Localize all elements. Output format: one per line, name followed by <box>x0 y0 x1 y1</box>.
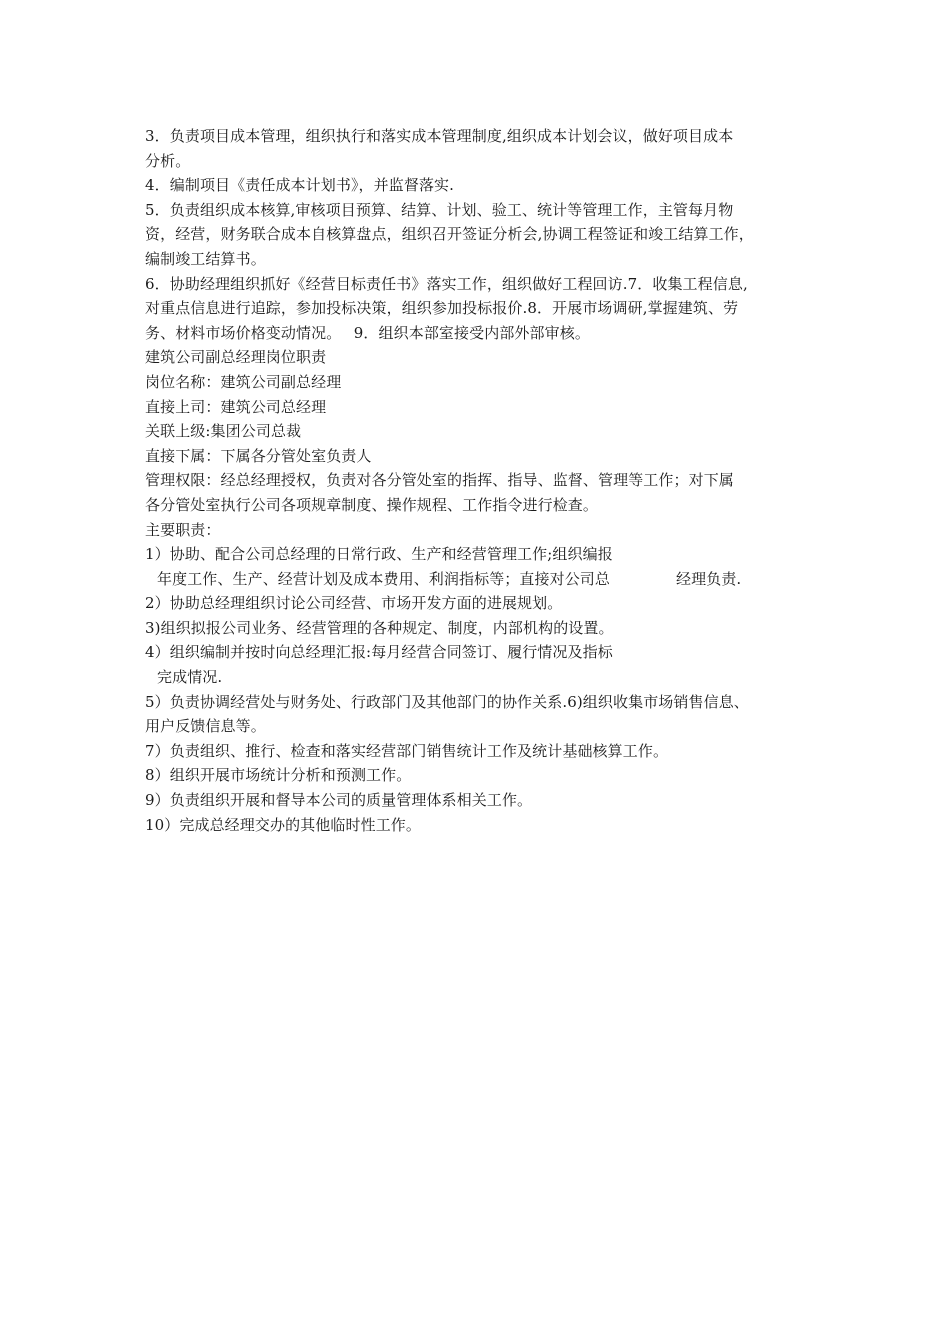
text-line: 3．负责项目成本管理，组织执行和落实成本管理制度,组织成本计划会议，做好项目成本 <box>145 127 734 145</box>
main-duties-heading: 主要职责： <box>145 520 221 539</box>
text-line: 6．协助经理组织抓好《经营目标责任书》落实工作，组织做好工程回访.7．收集工程信息, <box>145 274 748 293</box>
duty-item: 4）组织编制并按时向总经理汇报:每月经营合同签订、履行情况及指标 <box>145 643 613 662</box>
text-line: 务、材料市场价格变动情况。 9．组织本部室接受内部外部审核。 <box>145 323 590 342</box>
duty-item: 9）负责组织开展和督导本公司的质量管理体系相关工作。 <box>145 791 533 810</box>
duty-item: 3)组织拟报公司业务、经营管理的各种规定、制度，内部机构的设置。 <box>145 618 614 637</box>
direct-supervisor-field: 直接上司：建筑公司总经理 <box>145 397 327 416</box>
associated-superior-field: 关联上级:集团公司总裁 <box>145 422 302 441</box>
duty-continuation-text: 经理负责. <box>676 569 742 588</box>
duty-item: 7）负责组织、推行、检查和落实经营部门销售统计工作及统计基础核算工作。 <box>145 741 669 760</box>
duty-continuation-text: 年度工作、生产、经营计划及成本费用、利润指标等；直接对公司总 <box>157 569 611 588</box>
text-line: 各分管处室执行公司各项规章制度、操作规程、工作指令进行检查。 <box>145 495 599 514</box>
duty-continuation <box>145 567 835 592</box>
duty-item: 2）协助总经理组织讨论公司经营、市场开发方面的进展规划。 <box>145 594 563 613</box>
document-body <box>145 124 835 837</box>
duty-item: 5）负责协调经营处与财务处、行政部门及其他部门的协作关系.6)组织收集市场销售信息、 <box>145 692 749 711</box>
text-line: 4．编制项目《责任成本计划书》，并监督落实. <box>145 176 455 195</box>
duty-item: 8）组织开展市场统计分析和预测工作。 <box>145 766 412 785</box>
job-title-field: 岗位名称：建筑公司副总经理 <box>145 372 342 391</box>
duty-item: 1）协助、配合公司总经理的日常行政、生产和经营管理工作;组织编报 <box>145 545 613 564</box>
duty-continuation: 完成情况. <box>157 668 223 687</box>
text-line: 分析。 <box>145 151 191 170</box>
management-authority-field: 管理权限：经总经理授权，负责对各分管处室的指挥、指导、监督、管理等工作；对下属 <box>145 471 734 490</box>
text-line: 编制竣工结算书。 <box>145 249 266 268</box>
text-line: 用户反馈信息等。 <box>145 717 266 736</box>
direct-subordinates-field: 直接下属：下属各分管处室负责人 <box>145 446 372 465</box>
section-title: 建筑公司副总经理岗位职责 <box>145 348 327 367</box>
text-line: 对重点信息进行追踪，参加投标决策，组织参加投标报价.8．开展市场调研,掌握建筑、劳 <box>145 299 739 318</box>
text-line: 5．负责组织成本核算,审核项目预算、结算、计划、验工、统计等管理工作，主管每月物 <box>145 200 734 219</box>
duty-item: 10）完成总经理交办的其他临时性工作。 <box>145 815 421 834</box>
text-line: 资，经营，财务联合成本自核算盘点，组织召开签证分析会,协调工程签证和竣工结算工作， <box>145 225 754 244</box>
